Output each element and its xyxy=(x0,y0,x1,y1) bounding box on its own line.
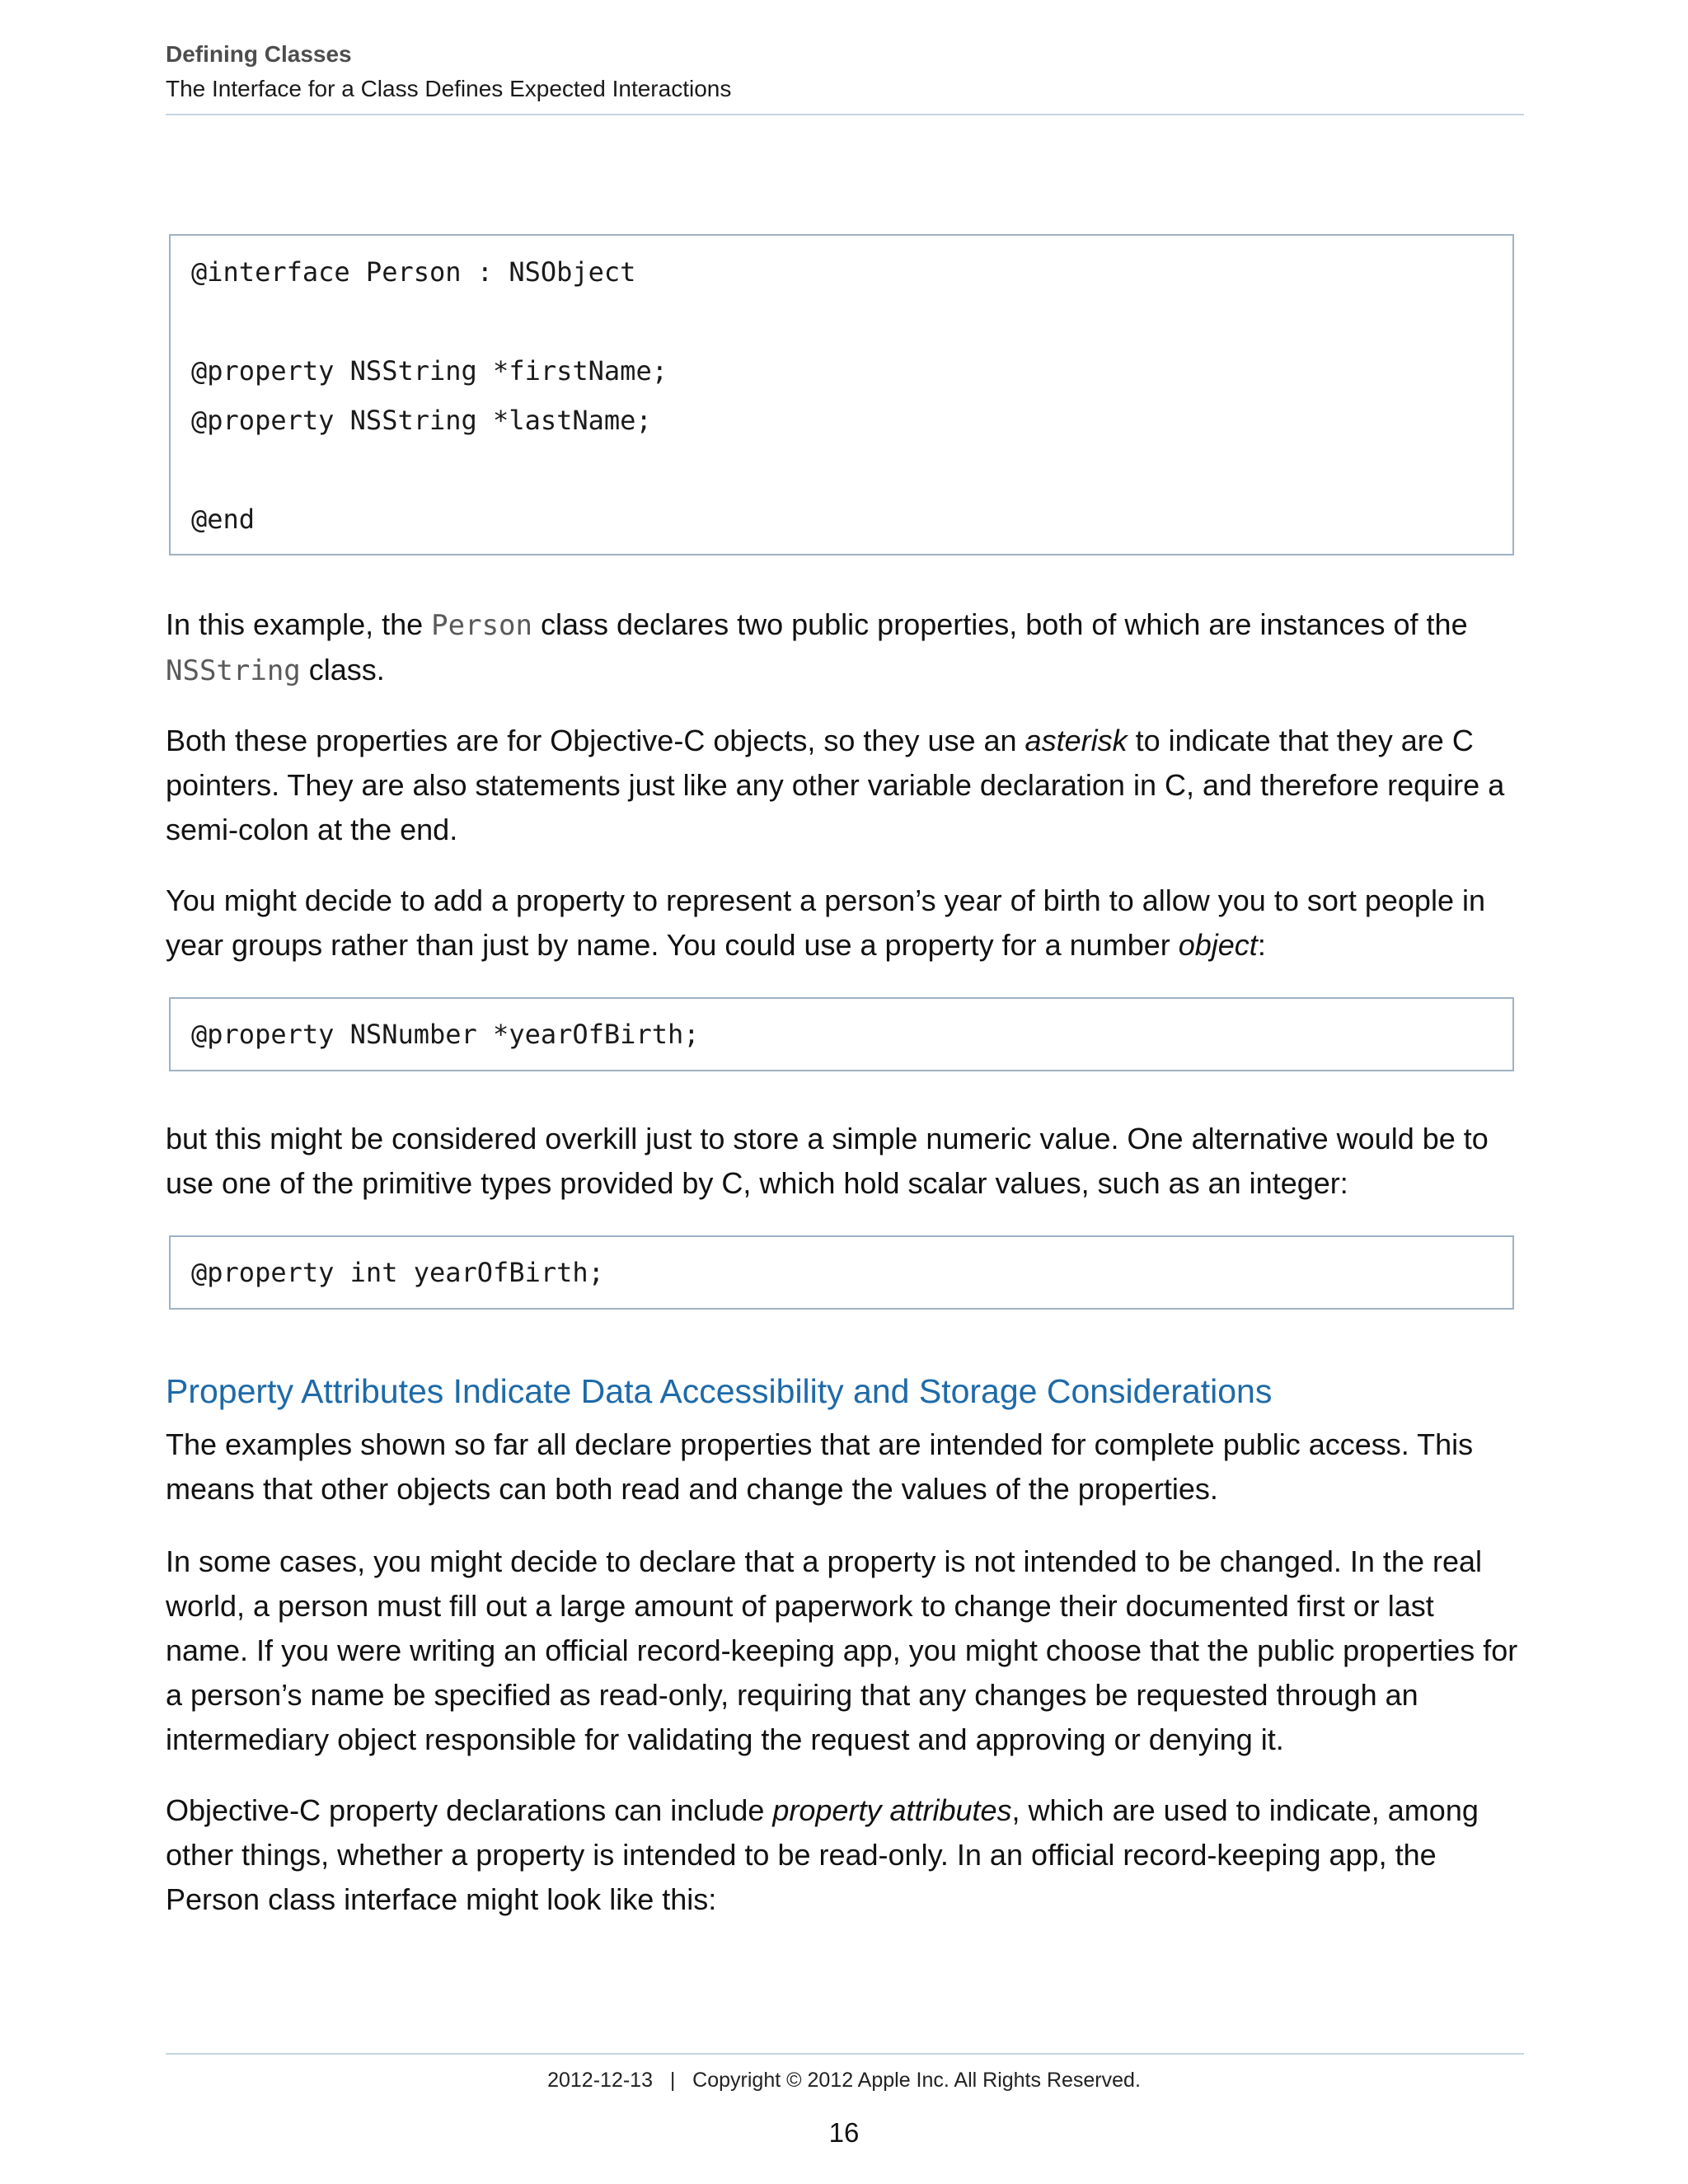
chapter-title: Defining Classes xyxy=(166,41,352,67)
text: , which are used to indicate, among other things, whether a property is intended to be read-only. In an official record-keeping app, the Person class interface might look like this: xyxy=(166,1793,1479,1916)
code-line: @end xyxy=(191,504,256,535)
text: class declares two public properties, both of which are instances of the xyxy=(532,607,1468,641)
header-divider xyxy=(166,114,1524,115)
paragraph xyxy=(166,879,1524,968)
text: In this example, the xyxy=(166,607,432,641)
code-line: @property int yearOfBirth; xyxy=(191,1257,604,1288)
paragraph xyxy=(166,1788,1524,1922)
code-block-int xyxy=(169,1235,1514,1310)
page-number: 16 xyxy=(828,2117,860,2148)
footer-copyright: Copyright © 2012 Apple Inc. All Rights Reserved. xyxy=(692,2069,1141,2092)
section-heading: Property Attributes Indicate Data Accessibility and Storage Considerations xyxy=(166,1372,1273,1410)
text: The examples shown so far all declare properties that are intended for complete public access. This means that other objects can both read and change the values of the properties. xyxy=(166,1427,1474,1506)
text: In some cases, you might decide to declare that a property is not intended to be changed. In the real world, a person must fill out a large amount of paperwork to change their documented first or last name. If you were writing an official record-keeping app, you might choose that the public properties for a person’s name be specified as read-only, requiring that any changes be requested through an intermediary object responsible for validating the request and approving or denying it. xyxy=(166,1544,1518,1756)
footer-divider xyxy=(166,2053,1524,2055)
text: class. xyxy=(300,653,385,687)
text: to indicate that they are C pointers. They are also statements just like any other variable declaration in C, and therefore require a semi-colon at the end. xyxy=(166,724,1505,846)
emphasis: object xyxy=(1178,928,1258,962)
code-line: @property NSString *lastName; xyxy=(191,405,652,436)
text: but this might be considered overkill just to store a simple numeric value. One alternative would be to use one of the primitive types provided by C, which hold scalar values, such as an integer: xyxy=(166,1122,1489,1200)
code-block-interface xyxy=(169,234,1514,555)
footer-separator: | xyxy=(669,2069,676,2092)
running-header xyxy=(166,38,1524,105)
code-line: @interface Person : NSObject xyxy=(191,256,636,288)
code-block-nsnumber xyxy=(169,997,1514,1071)
paragraph xyxy=(166,602,1524,693)
code-line: @property NSNumber *yearOfBirth; xyxy=(191,1019,700,1050)
paragraph xyxy=(166,719,1524,852)
footer xyxy=(0,2065,1688,2095)
section-title: The Interface for a Class Defines Expected Interactions xyxy=(166,76,732,101)
inline-code: NSString xyxy=(166,654,301,687)
inline-code: Person xyxy=(431,609,532,642)
paragraph xyxy=(166,1117,1524,1206)
emphasis: property attributes xyxy=(772,1793,1012,1827)
footer-date: 2012-12-13 xyxy=(547,2069,653,2092)
code-line: @property NSString *firstName; xyxy=(191,355,668,387)
text: : xyxy=(1257,928,1266,962)
text: Objective-C property declarations can include xyxy=(166,1793,773,1827)
text: You might decide to add a property to represent a person’s year of birth to allow you to sort people in year groups rather than just by name. You could use a property for a number xyxy=(166,883,1485,962)
paragraph xyxy=(166,1540,1524,1762)
emphasis: asterisk xyxy=(1025,724,1128,757)
text: Both these properties are for Objective-C objects, so they use an xyxy=(166,724,1025,757)
paragraph xyxy=(166,1422,1524,1511)
